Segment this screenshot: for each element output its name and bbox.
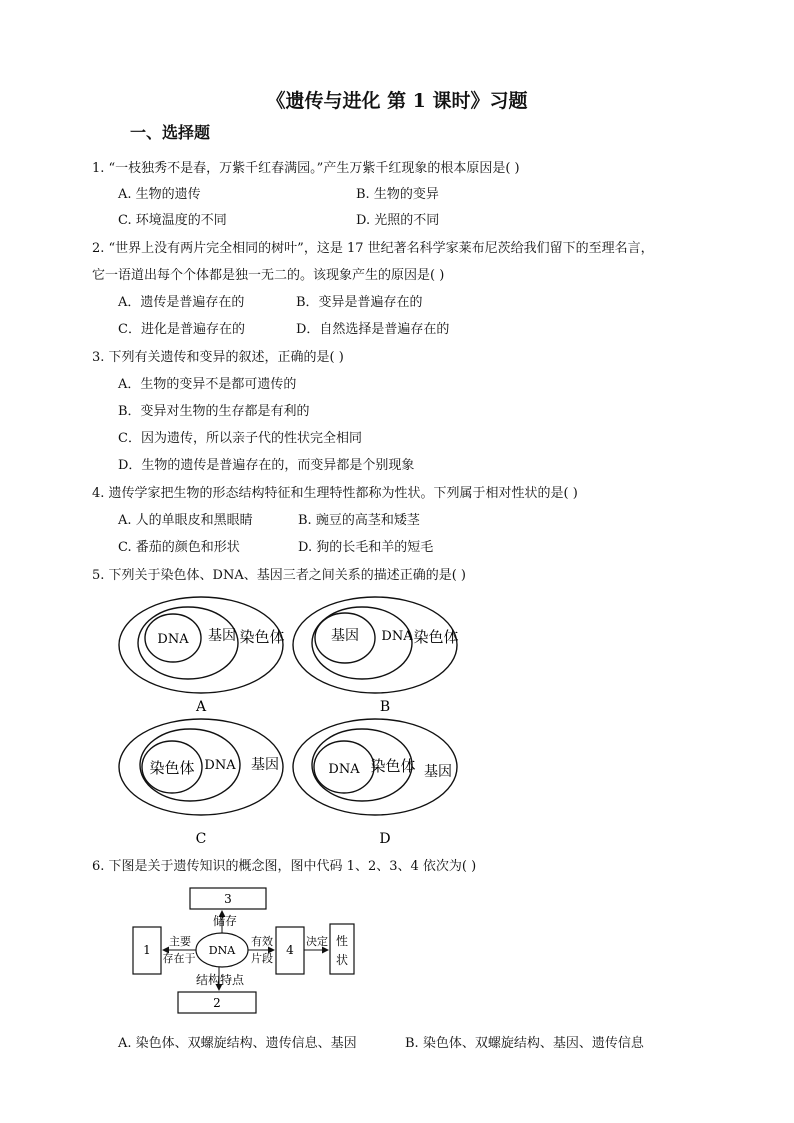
concept-edge-decide: 决定 [306, 935, 328, 948]
venn-diagram-c [119, 719, 283, 847]
venn-c-inner: 染色体 [149, 759, 195, 777]
q2-option-a: A．遗传是普遍存在的 [118, 295, 245, 310]
venn-diagram-d [293, 719, 457, 847]
q1-option-d: D. 光照的不同 [356, 213, 440, 228]
concept-edge-main-2: 存在于 [162, 952, 196, 965]
venn-c-outer: 基因 [251, 757, 279, 773]
concept-edge-store: 储存 [212, 914, 238, 928]
concept-edge-effective-2: 片段 [251, 952, 273, 965]
q4-option-d: D. 狗的长毛和羊的短毛 [298, 540, 434, 555]
concept-box-4-label: 4 [286, 943, 294, 957]
page-title: 《遗传与进化 第 1 课时》习题 [266, 90, 528, 112]
venn-diagram-b [293, 597, 459, 715]
venn-d-middle: 染色体 [370, 757, 416, 775]
q4-option-a: A. 人的单眼皮和黑眼睛 [118, 513, 253, 528]
q6-stem: 6. 下图是关于遗传知识的概念图，图中代码 1、2、3、4 依次为( ) [92, 859, 477, 874]
q6-option-b: B. 染色体、双螺旋结构、基因、遗传信息 [405, 1036, 644, 1051]
q2-stem-line1: 2. “世界上没有两片完全相同的树叶”，这是 17 世纪著名科学家莱布尼茨给我们留下的至理名言， [92, 241, 654, 256]
concept-dna-label: DNA [208, 944, 236, 957]
q2-stem-line2: 它一语道出每个个体都是独一无二的。该现象产生的原因是( ) [92, 268, 445, 283]
venn-c-middle: DNA [204, 758, 236, 773]
q4-option-b: B. 豌豆的高茎和矮茎 [298, 513, 420, 528]
q6-concept-map [133, 888, 354, 1013]
q1-stem: 1. “一枝独秀不是春，万紫千红春满园。”产生万紫千红现象的根本原因是( ) [92, 161, 520, 176]
q3-option-c: C．因为遗传，所以亲子代的性状完全相同 [118, 431, 362, 446]
venn-a-outer: 染色体 [239, 628, 285, 646]
venn-a-letter: A [195, 699, 207, 715]
concept-edge-structure: 结构特点 [195, 973, 245, 987]
venn-c-letter: C [195, 831, 207, 847]
q1-option-c: C. 环境温度的不同 [118, 213, 227, 228]
q3-stem: 3. 下列有关遗传和变异的叙述，正确的是( ) [92, 350, 344, 365]
q4-option-c: C. 番茄的颜色和形状 [118, 540, 240, 555]
q2-option-b: B．变异是普遍存在的 [296, 295, 423, 310]
venn-b-letter: B [379, 699, 391, 715]
q1-option-b: B. 生物的变异 [356, 187, 439, 202]
q2-option-d: D．自然选择是普遍存在的 [296, 322, 450, 337]
concept-trait-line2: 状 [335, 953, 349, 967]
venn-d-letter: D [379, 831, 391, 847]
q4-stem: 4. 遗传学家把生物的形态结构特征和生理特性都称为性状。下列属于相对性状的是( ) [92, 486, 578, 501]
venn-a-middle: 基因 [208, 628, 236, 644]
concept-box-1-label: 1 [143, 943, 151, 957]
concept-box-2-label: 2 [213, 996, 221, 1010]
q2-option-c: C．进化是普遍存在的 [118, 322, 245, 337]
q3-option-d: D．生物的遗传是普遍存在的，而变异都是个别现象 [118, 458, 415, 473]
q1-option-a: A. 生物的遗传 [118, 187, 201, 202]
concept-box-3-label: 3 [224, 892, 232, 906]
concept-edge-effective-1: 有效 [251, 935, 273, 948]
concept-edge-main-1: 主要 [169, 935, 191, 948]
section-heading: 一、选择题 [130, 123, 211, 142]
venn-b-inner: 基因 [331, 628, 359, 644]
venn-diagram-a [119, 597, 285, 715]
venn-b-outer: 染色体 [413, 628, 459, 646]
venn-b-middle: DNA [381, 629, 413, 644]
concept-trait-line1: 性 [335, 934, 349, 948]
venn-d-outer: 基因 [424, 764, 452, 780]
venn-d-inner: DNA [328, 762, 360, 777]
venn-a-inner: DNA [157, 632, 189, 647]
q3-option-b: B．变异对生物的生存都是有利的 [118, 404, 310, 419]
q3-option-a: A．生物的变异不是都可遗传的 [118, 377, 297, 392]
q5-stem: 5. 下列关于染色体、DNA、基因三者之间关系的描述正确的是( ) [92, 568, 466, 583]
q6-option-a: A. 染色体、双螺旋结构、遗传信息、基因 [118, 1036, 357, 1051]
